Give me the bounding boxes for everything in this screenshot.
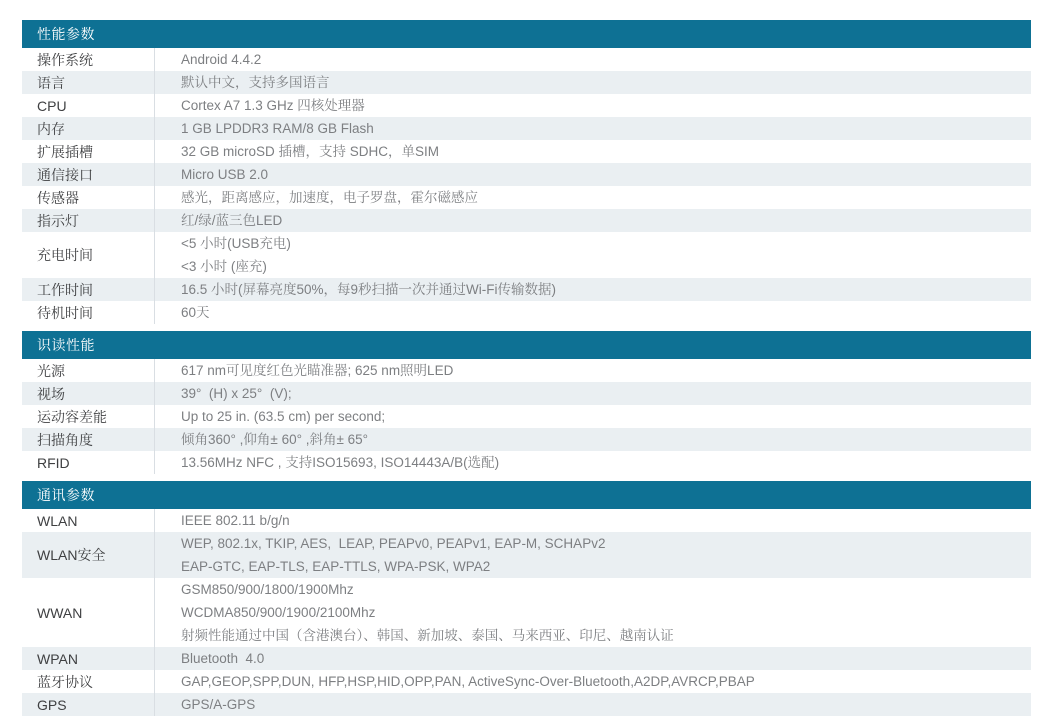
- table-row: [22, 532, 1031, 578]
- table-row: [22, 163, 1031, 186]
- table-row: [22, 670, 1031, 693]
- spec-label: 指示灯: [22, 209, 155, 232]
- spec-value: Bluetooth 4.0: [181, 651, 265, 666]
- spec-label: 扫描角度: [22, 428, 155, 451]
- table-row: [22, 94, 1031, 117]
- section-performance: [22, 20, 1031, 324]
- spec-value: 射频性能通过中国（含港澳台）、韩国、新加坡、泰国、马来西亚、印尼、越南认证: [181, 628, 674, 643]
- spec-label: 扩展插槽: [22, 140, 155, 163]
- table-row: [22, 428, 1031, 451]
- table-row: [22, 301, 1031, 324]
- spec-label: CPU: [22, 94, 155, 117]
- spec-label: WLAN: [22, 509, 155, 532]
- spec-label: 通信接口: [22, 163, 155, 186]
- spec-label: WLAN安全: [22, 532, 155, 578]
- table-row: [22, 405, 1031, 428]
- spec-label: 语言: [22, 71, 155, 94]
- spec-value: <5 小时(USB充电): [181, 236, 291, 251]
- table-row: [22, 578, 1031, 647]
- spec-value: 16.5 小时(屏幕亮度50%，每9秒扫描一次并通过Wi-Fi传输数据): [181, 282, 557, 297]
- spec-label: RFID: [22, 451, 155, 474]
- section-header-performance: [22, 20, 1031, 48]
- spec-label: 传感器: [22, 186, 155, 209]
- spec-value: GSM850/900/1800/1900Mhz: [181, 582, 354, 597]
- table-row: [22, 140, 1031, 163]
- spec-value: 感光，距离感应，加速度，电子罗盘，霍尔磁感应: [181, 190, 478, 205]
- spec-table: [22, 20, 1031, 716]
- table-row: [22, 359, 1031, 382]
- table-row: [22, 693, 1031, 716]
- spec-label: 充电时间: [22, 232, 155, 278]
- spec-value: WEP, 802.1x, TKIP, AES, LEAP, PEAPv0, PEAPv1, EAP-M, SCHAPv2: [181, 536, 606, 551]
- section-communication: [22, 481, 1031, 716]
- section-title: 性能参数: [37, 26, 95, 42]
- spec-value: Cortex A7 1.3 GHz 四核处理器: [181, 98, 365, 113]
- spec-label: 视场: [22, 382, 155, 405]
- spec-value: Micro USB 2.0: [181, 167, 269, 182]
- spec-label: 运动容差能: [22, 405, 155, 428]
- section-header-scanning: [22, 331, 1031, 359]
- table-row: [22, 382, 1031, 405]
- table-row: [22, 278, 1031, 301]
- spec-value: Up to 25 in. (63.5 cm) per second;: [181, 409, 386, 424]
- table-row: [22, 509, 1031, 532]
- spec-label: WPAN: [22, 647, 155, 670]
- spec-value: <3 小时 (座充): [181, 259, 267, 274]
- section-scanning: [22, 331, 1031, 474]
- table-row: [22, 232, 1031, 278]
- spec-label: 蓝牙协议: [22, 670, 155, 693]
- table-row: [22, 117, 1031, 140]
- spec-value: 倾角360° ,仰角± 60° ,斜角± 65°: [181, 432, 369, 447]
- spec-value: EAP-GTC, EAP-TLS, EAP-TTLS, WPA-PSK, WPA2: [181, 559, 491, 574]
- spec-value: 32 GB microSD 插槽，支持 SDHC，单SIM: [181, 144, 440, 159]
- spec-value: 默认中文，支持多国语言: [181, 75, 330, 90]
- spec-value: 1 GB LPDDR3 RAM/8 GB Flash: [181, 121, 374, 136]
- spec-label: 操作系统: [22, 48, 155, 71]
- spec-value: GAP,GEOP,SPP,DUN, HFP,HSP,HID,OPP,PAN, ActiveSync-Over-Bluetooth,A2DP,AVRCP,PBAP: [181, 674, 755, 689]
- spec-value: 39° (H) x 25° (V);: [181, 386, 292, 401]
- spec-label: WWAN: [22, 578, 155, 647]
- section-header-communication: [22, 481, 1031, 509]
- spec-value: WCDMA850/900/1900/2100Mhz: [181, 605, 376, 620]
- spec-value: 红/绿/蓝三色LED: [181, 213, 283, 228]
- spec-value: 13.56MHz NFC , 支持ISO15693, ISO14443A/B(选配): [181, 455, 500, 470]
- table-row: [22, 647, 1031, 670]
- spec-label: 待机时间: [22, 301, 155, 324]
- spec-value: IEEE 802.11 b/g/n: [181, 513, 290, 528]
- spec-label: 光源: [22, 359, 155, 382]
- section-title: 识读性能: [37, 337, 95, 353]
- spec-value: GPS/A-GPS: [181, 697, 256, 712]
- section-title: 通讯参数: [37, 487, 95, 503]
- spec-value: 617 nm可见度红色光瞄准器; 625 nm照明LED: [181, 363, 454, 378]
- spec-label: GPS: [22, 693, 155, 716]
- spec-value: Android 4.4.2: [181, 52, 262, 67]
- table-row: [22, 451, 1031, 474]
- table-row: [22, 71, 1031, 94]
- table-row: [22, 186, 1031, 209]
- spec-value: 60天: [181, 305, 210, 320]
- spec-label: 工作时间: [22, 278, 155, 301]
- table-row: [22, 209, 1031, 232]
- spec-label: 内存: [22, 117, 155, 140]
- table-row: [22, 48, 1031, 71]
